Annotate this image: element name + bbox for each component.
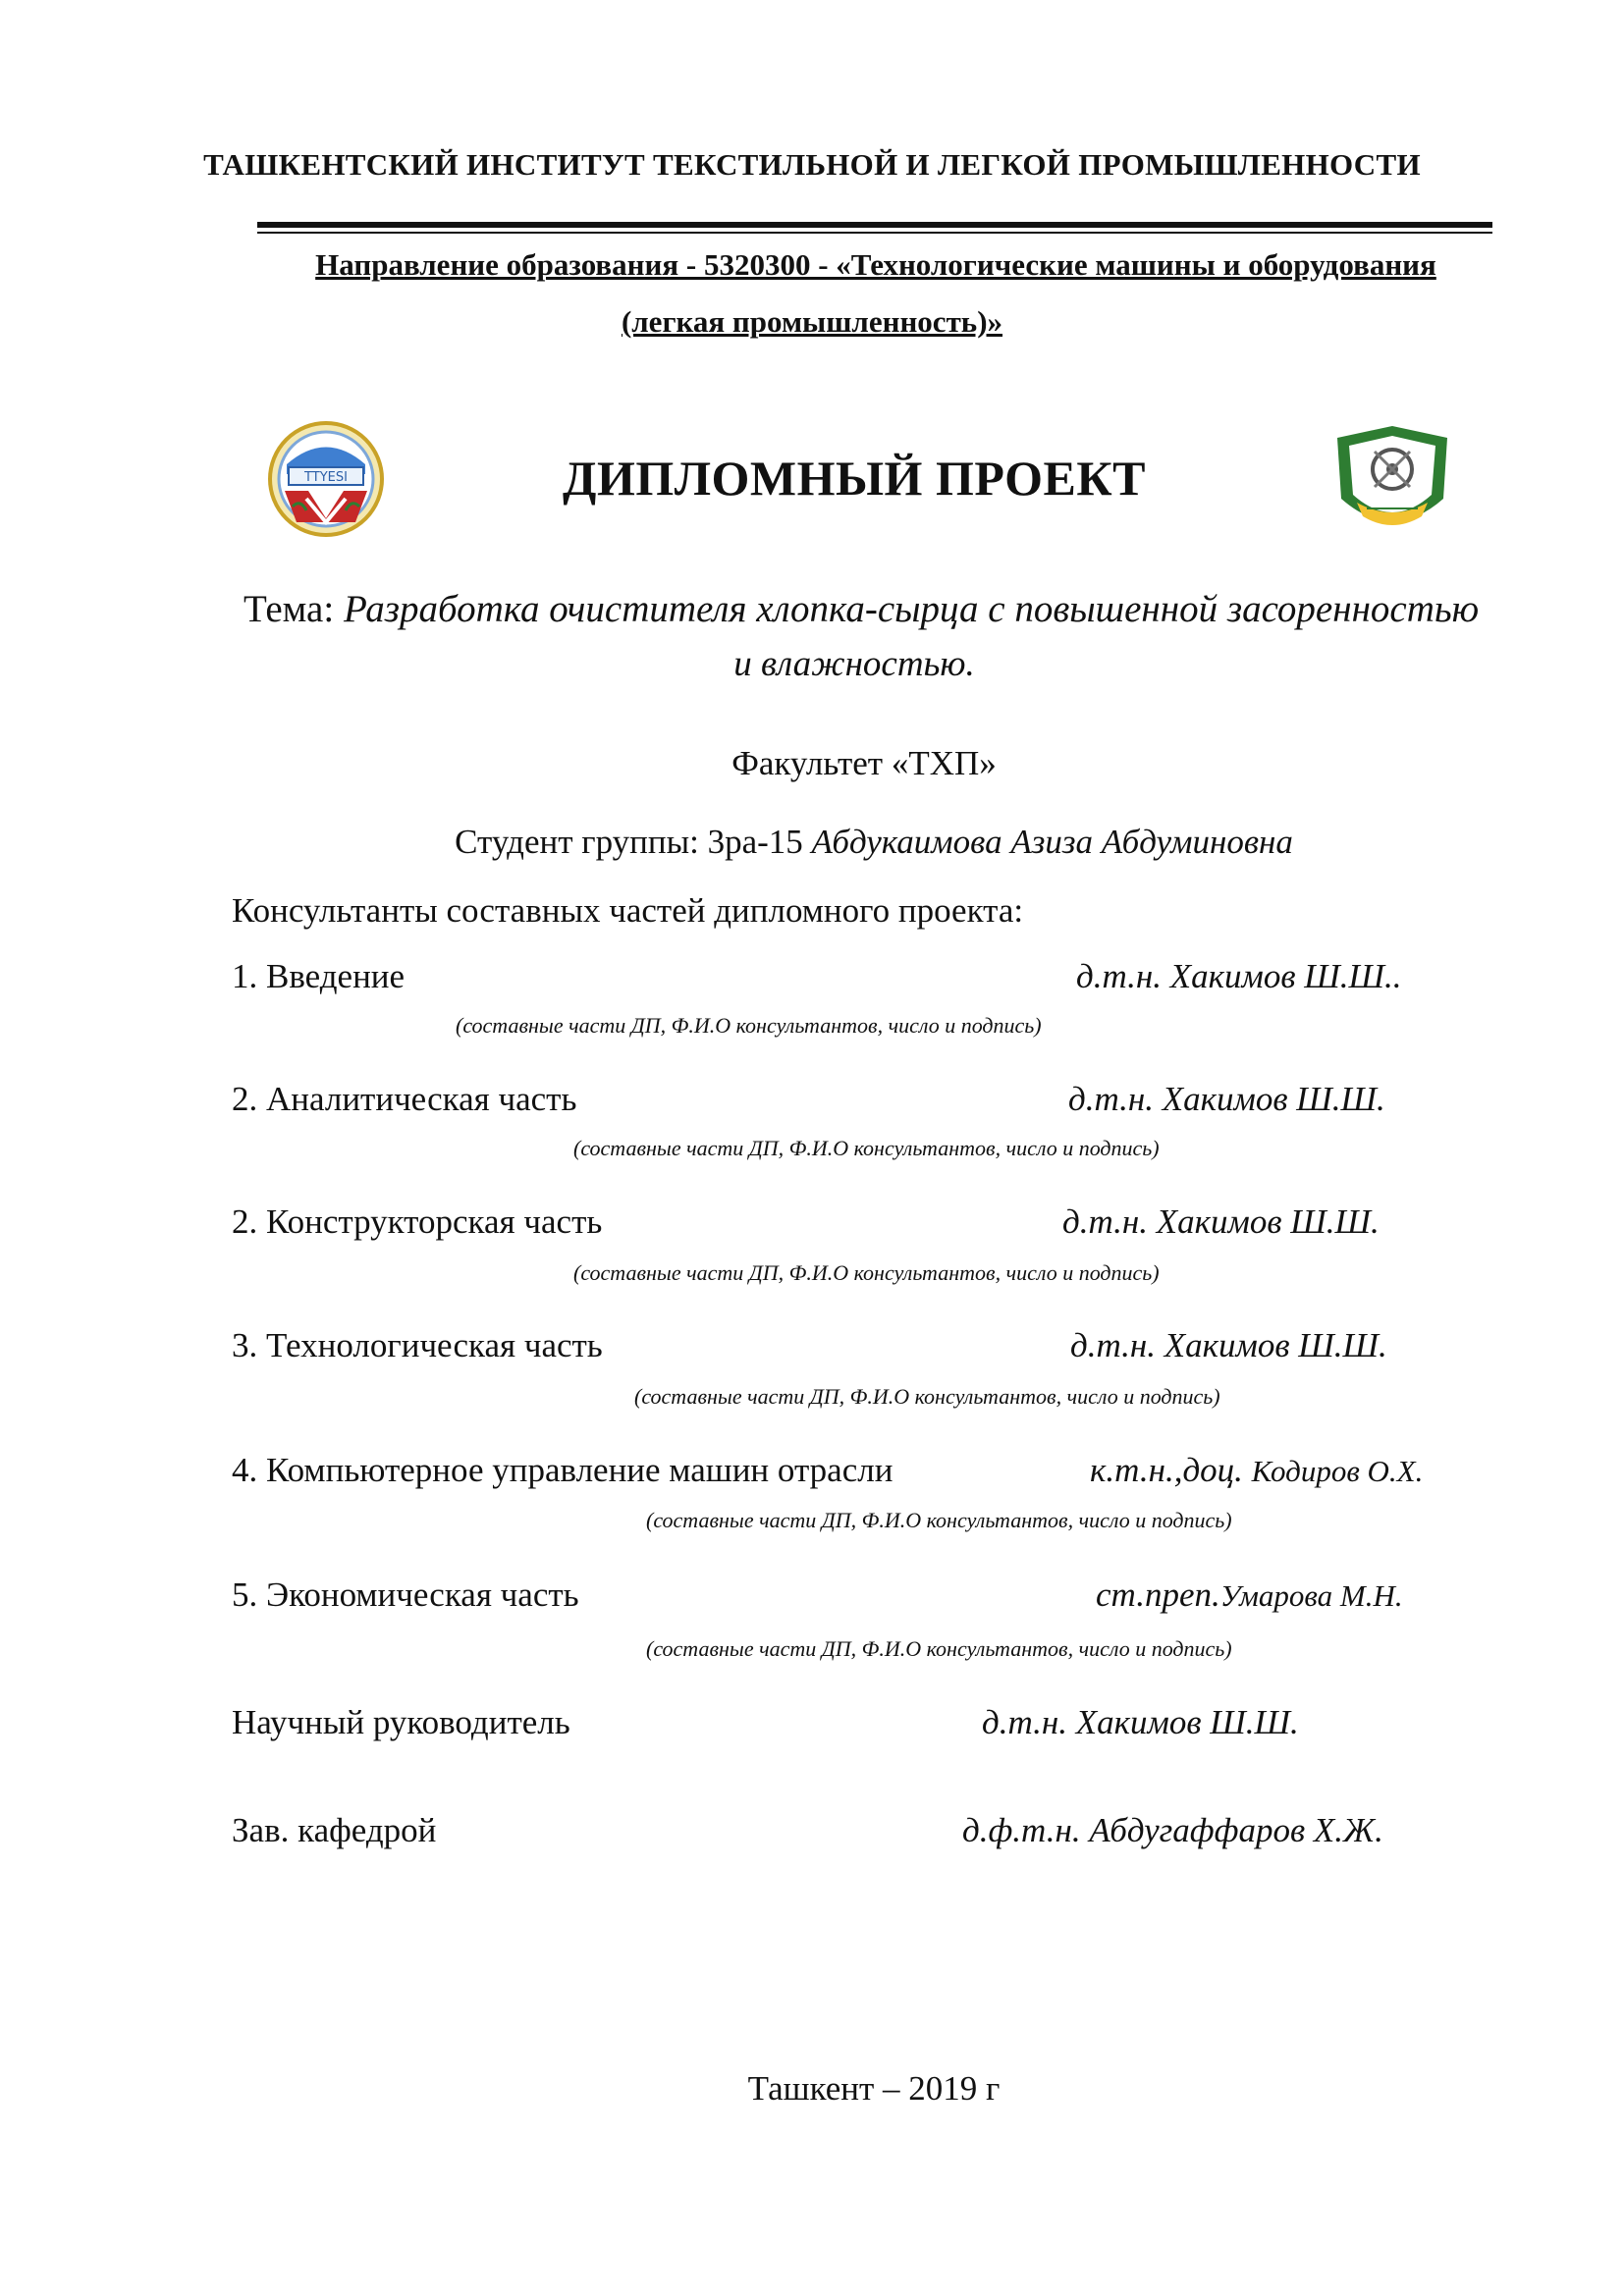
header-rule-thin (257, 232, 1492, 234)
section-label-introduction: 1. Введение (232, 957, 406, 995)
section-consultant-computer-control (1090, 1451, 1423, 1490)
student-line (0, 823, 1624, 862)
section-label-design: 2. Конструкторская часть (232, 1202, 603, 1241)
section-label-economic: 5. Экономическая часть (232, 1575, 579, 1614)
consultant-name: Кодиров О.Х. (1251, 1454, 1424, 1488)
logo-left-text: TTYESI (304, 470, 348, 485)
section-consultant-technological: д.т.н. Хакимов Ш.Ш. (1070, 1326, 1387, 1364)
supervisor-name: д.т.н. Хакимов Ш.Ш. (982, 1703, 1299, 1741)
topic-text: Разработка очистителя хлопка-сырца с повышенной засоренностью (343, 588, 1480, 630)
topic-label: Тема: (244, 588, 335, 630)
section-consultant-economic (1096, 1575, 1403, 1615)
emblem-logo-icon (1327, 420, 1457, 546)
section-label-analytical: 2. Аналитическая часть (232, 1080, 577, 1118)
section-consultant-introduction: д.т.н. Хакимов Ш.Ш.. (1076, 957, 1402, 995)
section-consultant-analytical: д.т.н. Хакимов Ш.Ш. (1068, 1080, 1385, 1118)
department-head-name: д.ф.т.н. Абдугаффаров Х.Ж. (962, 1811, 1383, 1849)
section-hint-technological: (составные части ДП, Ф.И.О консультантов, число и подпись) (634, 1384, 1220, 1409)
student-name: Абдукаимова Азиза Абдуминовна (811, 823, 1293, 861)
consultant-title: ст.преп. (1096, 1575, 1220, 1614)
institute-name: ТАШКЕНТСКИЙ ИНСТИТУТ ТЕКСТИЛЬНОЙ И ЛЕГКОЙ ПРОМЫШЛЕННОСТИ (203, 147, 1421, 182)
section-label-technological: 3. Технологическая часть (232, 1326, 603, 1364)
department-head-label: Зав. кафедрой (232, 1811, 437, 1849)
education-direction-line2: (легкая промышленность)» (621, 304, 1003, 339)
faculty: Факультет «ТХП» (731, 744, 997, 782)
consultant-name: Умарова М.Н. (1219, 1578, 1403, 1613)
header-rule-thick (257, 222, 1492, 228)
section-hint-economic: (составные части ДП, Ф.И.О консультантов, число и подпись) (646, 1636, 1232, 1661)
supervisor-label: Научный руководитель (232, 1703, 570, 1741)
education-direction-line1: Направление образования - 5320300 - «Технологические машины и оборудования (315, 247, 1436, 282)
section-hint-computer-control: (составные части ДП, Ф.И.О консультантов, число и подпись) (646, 1508, 1232, 1532)
section-hint-introduction: (составные части ДП, Ф.И.О консультантов, число и подпись) (456, 1013, 1042, 1038)
section-consultant-design: д.т.н. Хакимов Ш.Ш. (1062, 1202, 1380, 1241)
topic-line1 (244, 587, 1520, 631)
section-hint-design: (составные части ДП, Ф.И.О консультантов, число и подпись) (573, 1260, 1160, 1285)
section-hint-analytical: (составные части ДП, Ф.И.О консультантов, число и подпись) (573, 1136, 1160, 1160)
footer-city-year: Ташкент – 2019 г (747, 2069, 1001, 2108)
topic-line2: и влажностью. (733, 644, 975, 684)
consultant-title: к.т.н.,доц. (1090, 1451, 1243, 1489)
student-group-label: Студент группы: 3ра-15 (455, 823, 803, 861)
consultants-heading: Консультанты составных частей дипломного проекта: (232, 891, 1024, 930)
page-title: ДИПЛОМНЫЙ ПРОЕКТ (563, 451, 1146, 506)
section-label-computer-control: 4. Компьютерное управление машин отрасли (232, 1451, 893, 1489)
